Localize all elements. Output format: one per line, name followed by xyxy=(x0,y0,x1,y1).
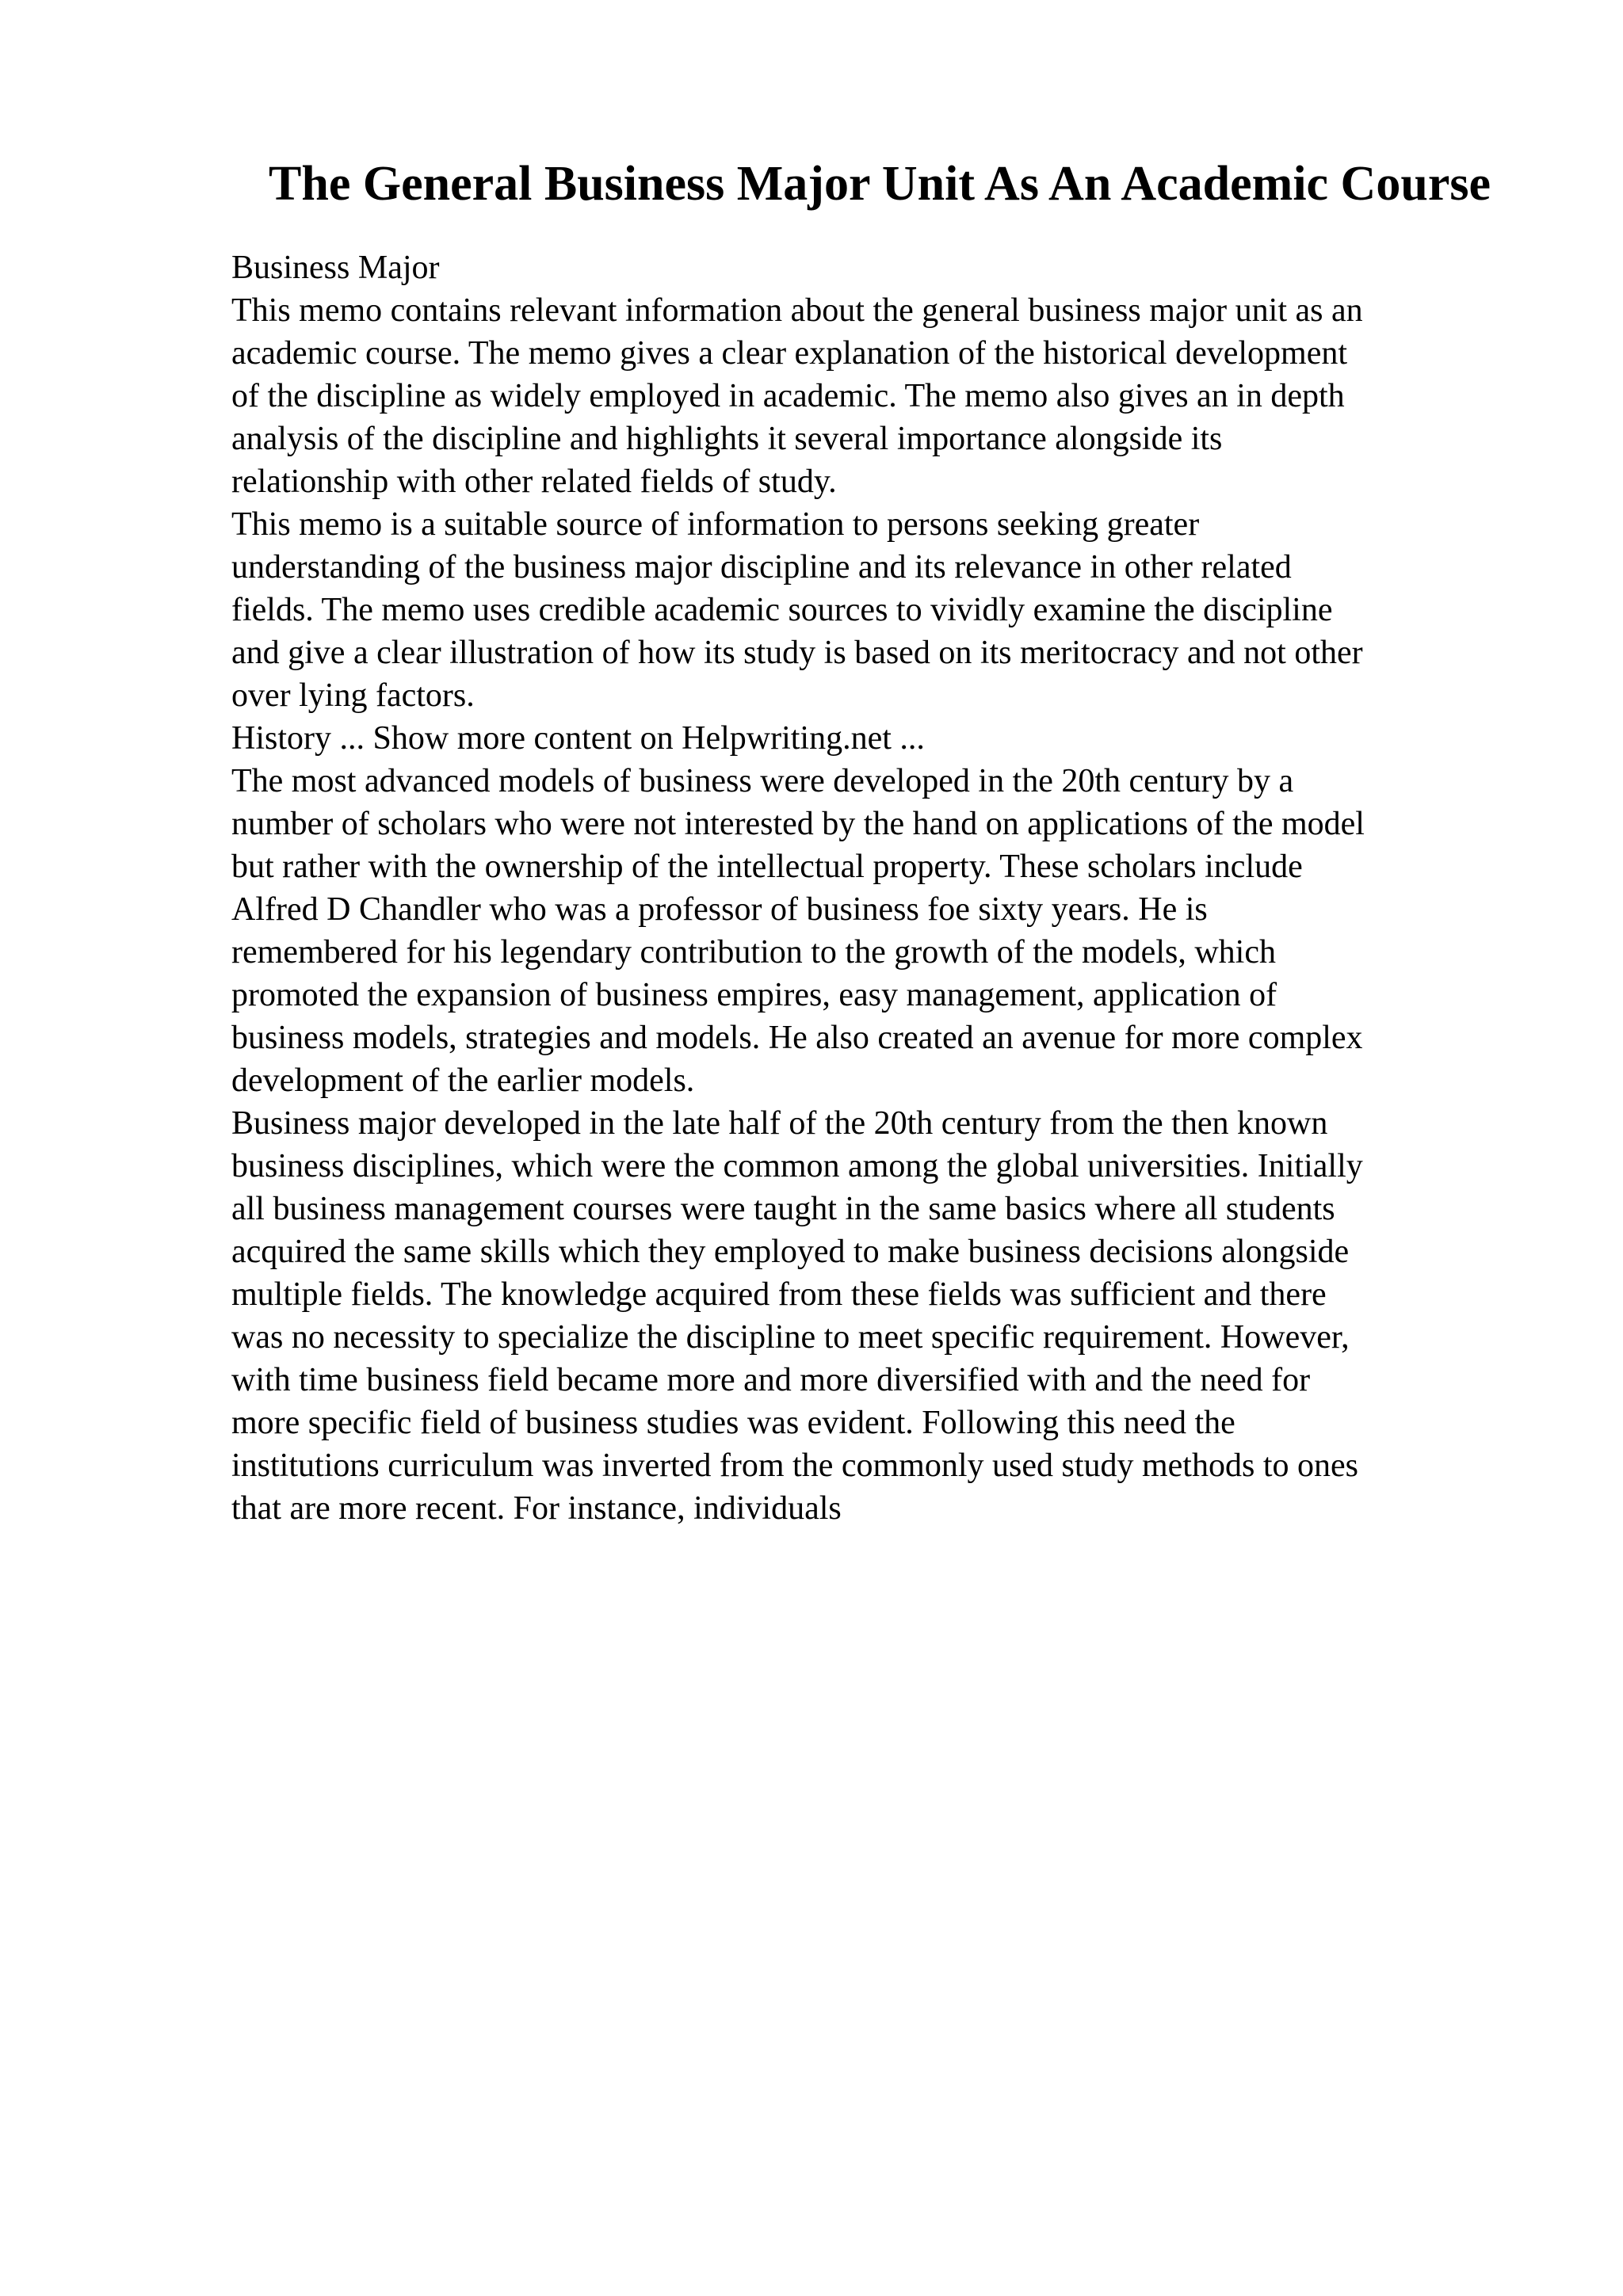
text-line: and give a clear illustration of how its study is based on its meritocracy and not other xyxy=(231,635,1363,671)
paragraph xyxy=(231,760,1499,1102)
text-line: with time business field became more and more diversified with and the need for xyxy=(231,1362,1311,1398)
text-line: Business Major xyxy=(231,250,440,286)
text-line: The most advanced models of business were developed in the 20th century by a xyxy=(231,763,1294,799)
text-line: remembered for his legendary contribution to the growth of the models, which xyxy=(231,934,1276,971)
text-line: Business major developed in the late half of the 20th century from the then known xyxy=(231,1105,1328,1142)
text-line: understanding of the business major discipline and its relevance in other related xyxy=(231,549,1292,585)
text-line: This memo contains relevant information about the general business major unit as an xyxy=(231,292,1363,329)
paragraph xyxy=(231,503,1499,717)
text-line: institutions curriculum was inverted from the commonly used study methods to ones xyxy=(231,1447,1358,1484)
text-line: relationship with other related fields of study. xyxy=(231,463,837,500)
text-line: business models, strategies and models. He also created an avenue for more complex xyxy=(231,1020,1363,1056)
paragraph-heading xyxy=(231,717,1499,760)
text-line: number of scholars who were not interested by the hand on applications of the model xyxy=(231,806,1365,842)
text-line: acquired the same skills which they employed to make business decisions alongside xyxy=(231,1234,1350,1270)
text-line: business disciplines, which were the common among the global universities. Initially xyxy=(231,1148,1363,1184)
document-body xyxy=(231,246,1499,1530)
text-line: analysis of the discipline and highlights it several importance alongside its xyxy=(231,421,1223,457)
text-line: of the discipline as widely employed in academic. The memo also gives an in depth xyxy=(231,378,1345,414)
text-line: all business management courses were taught in the same basics where all students xyxy=(231,1191,1335,1227)
text-line: fields. The memo uses credible academic sources to vividly examine the discipline xyxy=(231,592,1333,628)
text-line: Alfred D Chandler who was a professor of business foe sixty years. He is xyxy=(231,891,1208,928)
paragraph xyxy=(231,289,1499,503)
text-line: History ... Show more content on Helpwriting.net ... xyxy=(231,720,925,757)
text-line: but rather with the ownership of the intellectual property. These scholars include xyxy=(231,849,1303,885)
text-line: promoted the expansion of business empires, easy management, application of xyxy=(231,977,1277,1013)
text-line: over lying factors. xyxy=(231,677,475,714)
document-title: The General Business Major Unit As An Academic Course xyxy=(269,157,1491,211)
text-line: academic course. The memo gives a clear explanation of the historical development xyxy=(231,335,1348,372)
text-line: development of the earlier models. xyxy=(231,1062,695,1099)
text-line: more specific field of business studies was evident. Following this need the xyxy=(231,1405,1235,1441)
text-line: was no necessity to specialize the discipline to meet specific requirement. However, xyxy=(231,1319,1350,1356)
paragraph xyxy=(231,1102,1499,1530)
text-line: multiple fields. The knowledge acquired from these fields was sufficient and there xyxy=(231,1276,1327,1313)
text-line: This memo is a suitable source of information to persons seeking greater xyxy=(231,506,1200,543)
paragraph-heading xyxy=(231,246,1499,289)
text-line: that are more recent. For instance, individuals xyxy=(231,1490,842,1527)
